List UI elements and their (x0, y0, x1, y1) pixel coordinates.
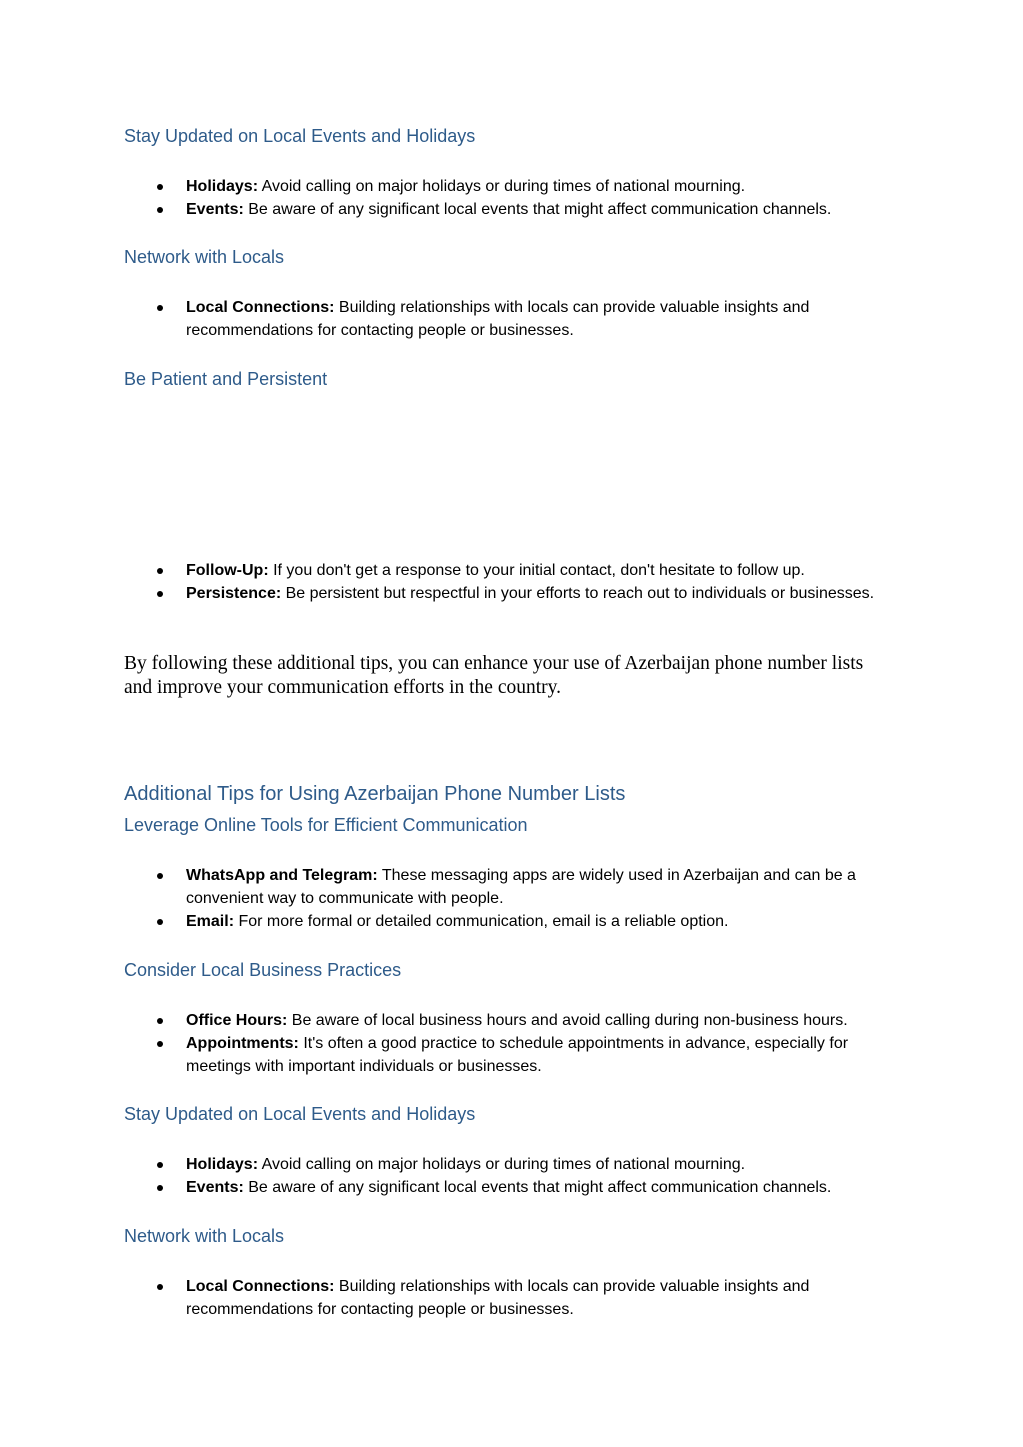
item-term: Events: (186, 1179, 244, 1196)
list-item (0, 1275, 1023, 1321)
item-term: Persistence: (186, 585, 282, 602)
section-heading: Network with Locals (124, 1226, 285, 1246)
section-heading: Leverage Online Tools for Efficient Communication (124, 815, 528, 835)
item-term: Local Connections: (186, 1278, 335, 1295)
list-item (0, 175, 1023, 198)
bullet-list (0, 1009, 1023, 1078)
section-heading: Network with Locals (124, 247, 285, 267)
bullet-icon (157, 184, 163, 190)
list-item (0, 910, 1023, 933)
bullet-list (0, 559, 1023, 605)
list-item (0, 296, 1023, 342)
item-text: Building relationships with locals can provide valuable insights and recommendations for contacting people or businesses. (186, 299, 810, 339)
bullet-list (0, 1275, 1023, 1321)
item-term: Events: (186, 201, 244, 218)
item-term: Holidays: (186, 178, 259, 195)
bullet-icon (157, 1041, 163, 1047)
item-text: Be persistent but respectful in your efforts to reach out to individuals or businesses. (281, 585, 875, 602)
bullet-icon (157, 1185, 163, 1191)
item-term: Follow-Up: (186, 562, 269, 579)
section-heading: Stay Updated on Local Events and Holidays (124, 126, 476, 146)
item-text: It's often a good practice to schedule appointments in advance, especially for meetings with important individuals or businesses. (186, 1035, 849, 1075)
bullet-list (0, 1153, 1023, 1199)
item-term: Office Hours: (186, 1012, 288, 1029)
item-term: Local Connections: (186, 299, 335, 316)
bullet-list (0, 864, 1023, 933)
bullet-icon (157, 305, 163, 311)
bullet-icon (157, 873, 163, 879)
section-heading: Consider Local Business Practices (124, 960, 402, 980)
item-text: These messaging apps are widely used in Azerbaijan and can be a convenient way to communicate with people. (186, 867, 856, 907)
item-term: Email: (186, 913, 235, 930)
item-text: If you don't get a response to your initial contact, don't hesitate to follow up. (268, 562, 805, 579)
item-term: Holidays: (186, 1156, 259, 1173)
list-item (0, 582, 1023, 605)
list-item (0, 198, 1023, 221)
item-text: Building relationships with locals can provide valuable insights and recommendations for contacting people or businesses. (186, 1278, 810, 1318)
list-item (0, 559, 1023, 582)
bullet-icon (157, 1284, 163, 1290)
item-text: For more formal or detailed communication, email is a reliable option. (234, 913, 729, 930)
item-text: Avoid calling on major holidays or during times of national mourning. (258, 1156, 746, 1173)
bullet-icon (157, 568, 163, 574)
list-item (0, 864, 1023, 910)
item-text: Be aware of local business hours and avoid calling during non-business hours. (287, 1012, 848, 1029)
main-heading: Additional Tips for Using Azerbaijan Phone Number Lists (124, 783, 626, 805)
bullet-icon (157, 207, 163, 213)
bullet-icon (157, 1018, 163, 1024)
bullet-icon (157, 919, 163, 925)
section-heading: Stay Updated on Local Events and Holidays (124, 1104, 476, 1124)
item-term: WhatsApp and Telegram: (186, 867, 378, 884)
list-item (0, 1153, 1023, 1176)
list-item (0, 1032, 1023, 1078)
list-item (0, 1009, 1023, 1032)
list-item (0, 1176, 1023, 1199)
bullet-list (0, 175, 1023, 221)
item-text: Avoid calling on major holidays or during times of national mourning. (258, 178, 746, 195)
item-text: Be aware of any significant local events that might affect communication channels. (243, 201, 832, 218)
item-term: Appointments: (186, 1035, 299, 1052)
section-heading: Be Patient and Persistent (124, 369, 328, 389)
bullet-list (0, 296, 1023, 342)
bullet-icon (157, 591, 163, 597)
bullet-icon (157, 1162, 163, 1168)
closing-paragraph: By following these additional tips, you can enhance your use of Azerbaijan phone number lists and improve your communication efforts in the country. (124, 653, 864, 698)
item-text: Be aware of any significant local events that might affect communication channels. (243, 1179, 832, 1196)
